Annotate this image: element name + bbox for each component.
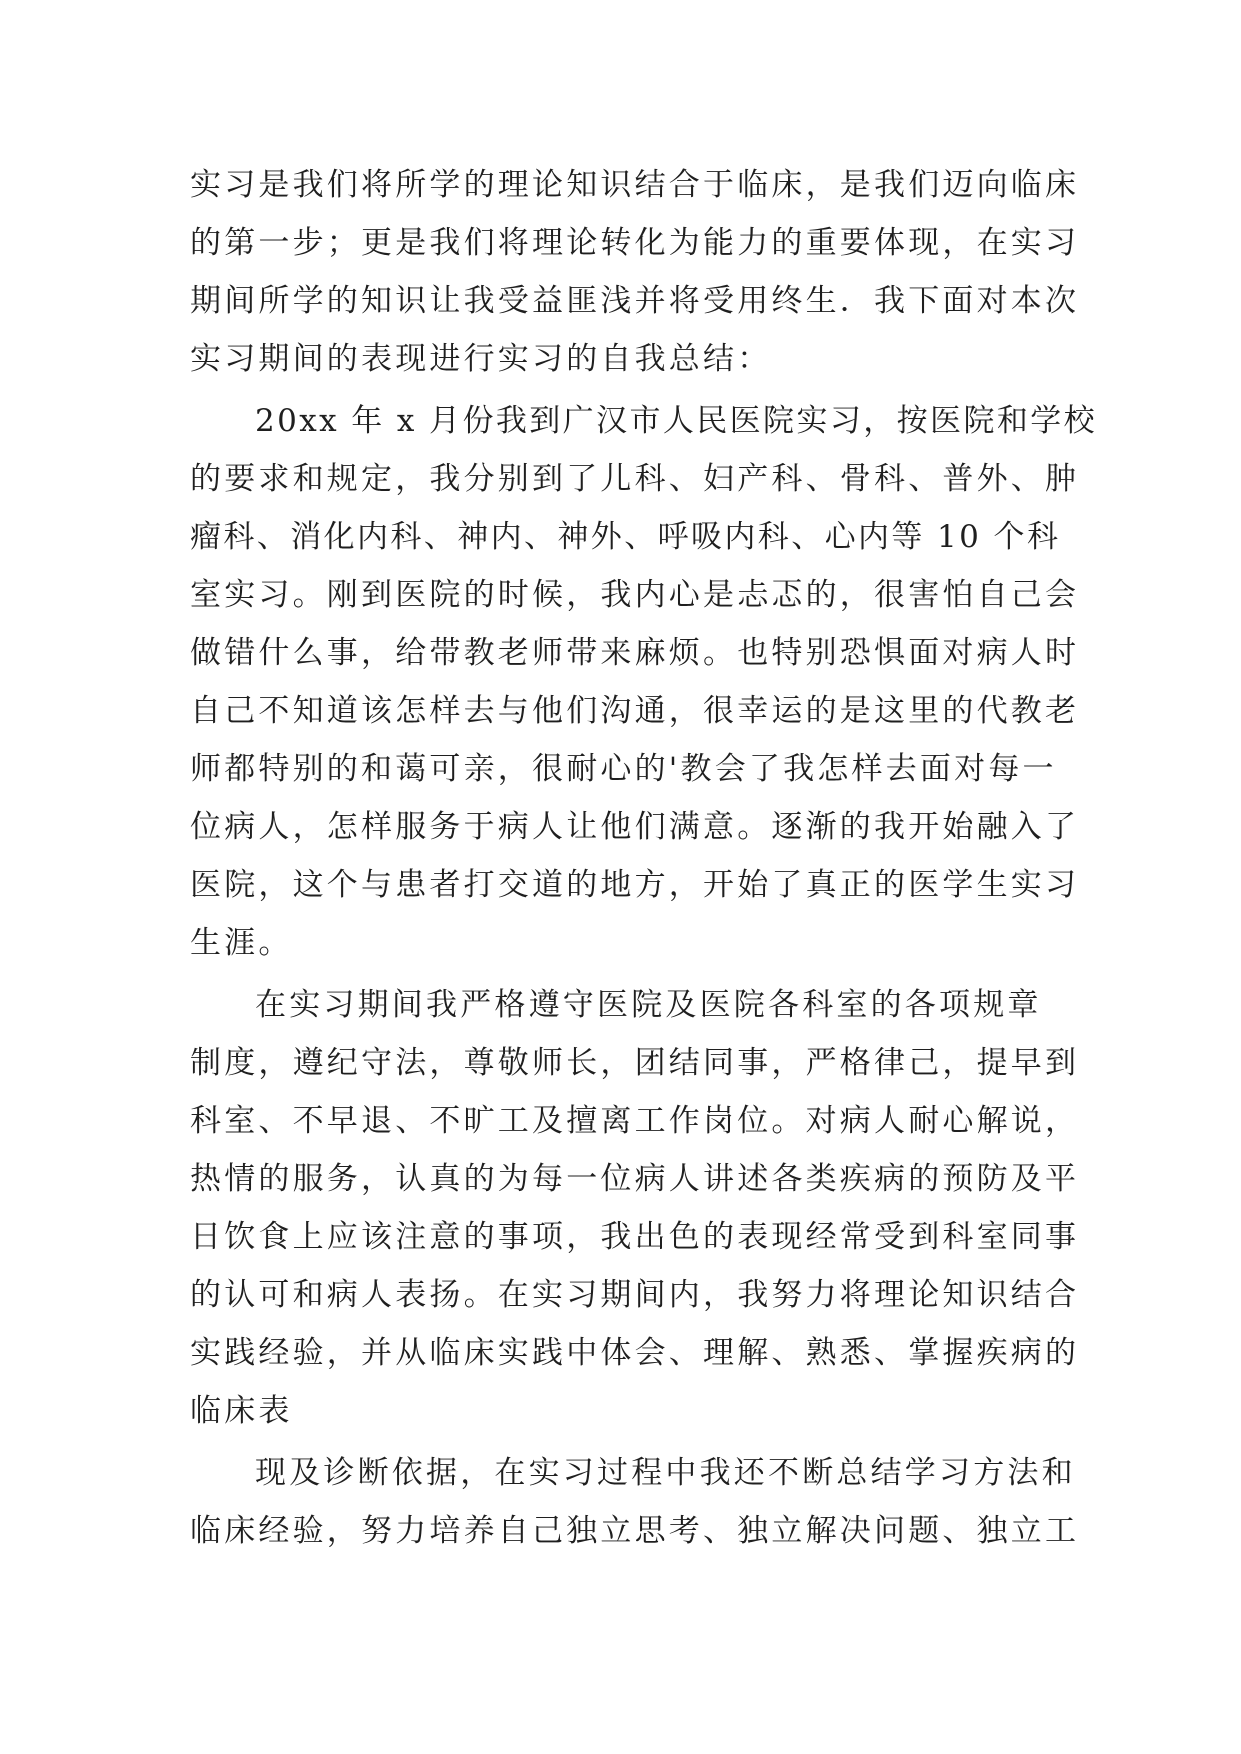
text-line: 20xx 年 x 月份我到广汉市人民医院实习，按医院和学校 (255, 403, 1098, 439)
text-line: 日饮食上应该注意的事项，我出色的表现经常受到科室同事 (190, 1219, 1080, 1255)
text-line: 热情的服务，认真的为每一位病人讲述各类疾病的预防及平 (190, 1161, 1080, 1197)
text-line: 制度，遵纪守法，尊敬师长，团结同事，严格律己，提早到 (190, 1045, 1080, 1081)
text-line: 自己不知道该怎样去与他们沟通，很幸运的是这里的代教老 (190, 693, 1080, 729)
text-line: 临床表 (190, 1393, 293, 1429)
text-line: 位病人，怎样服务于病人让他们满意。逐渐的我开始融入了 (190, 809, 1080, 845)
text-line: 的要求和规定，我分别到了儿科、妇产科、骨科、普外、肿 (190, 461, 1080, 497)
text-line: 室实习。刚到医院的时候，我内心是忐忑的，很害怕自己会 (190, 577, 1080, 613)
text-line: 实习是我们将所学的理论知识结合于临床，是我们迈向临床 (190, 167, 1080, 203)
text-line: 瘤科、消化内科、神内、神外、呼吸内科、心内等 10 个科 (190, 519, 1061, 555)
text-line: 期间所学的知识让我受益匪浅并将受用终生．我下面对本次 (190, 283, 1080, 319)
text-line: 的第一步；更是我们将理论转化为能力的重要体现，在实习 (190, 225, 1080, 261)
text-line: 医院，这个与患者打交道的地方，开始了真正的医学生实习 (190, 867, 1080, 903)
text-line: 科室、不早退、不旷工及擅离工作岗位。对病人耐心解说， (190, 1103, 1080, 1139)
text-line: 实践经验，并从临床实践中体会、理解、熟悉、掌握疾病的 (190, 1335, 1080, 1371)
text-line: 现及诊断依据，在实习过程中我还不断总结学习方法和 (255, 1455, 1076, 1491)
text-line: 在实习期间我严格遵守医院及医院各科室的各项规章 (255, 987, 1042, 1023)
text-line: 实习期间的表现进行实习的自我总结： (190, 341, 772, 377)
text-line: 生涯。 (190, 925, 293, 961)
text-line: 临床经验，努力培养自己独立思考、独立解决问题、独立工 (190, 1513, 1080, 1549)
text-line: 做错什么事，给带教老师带来麻烦。也特别恐惧面对病人时 (190, 635, 1080, 671)
text-line: 师都特别的和蔼可亲，很耐心的'教会了我怎样去面对每一 (190, 751, 1057, 787)
text-line: 的认可和病人表扬。在实习期间内，我努力将理论知识结合 (190, 1277, 1080, 1313)
